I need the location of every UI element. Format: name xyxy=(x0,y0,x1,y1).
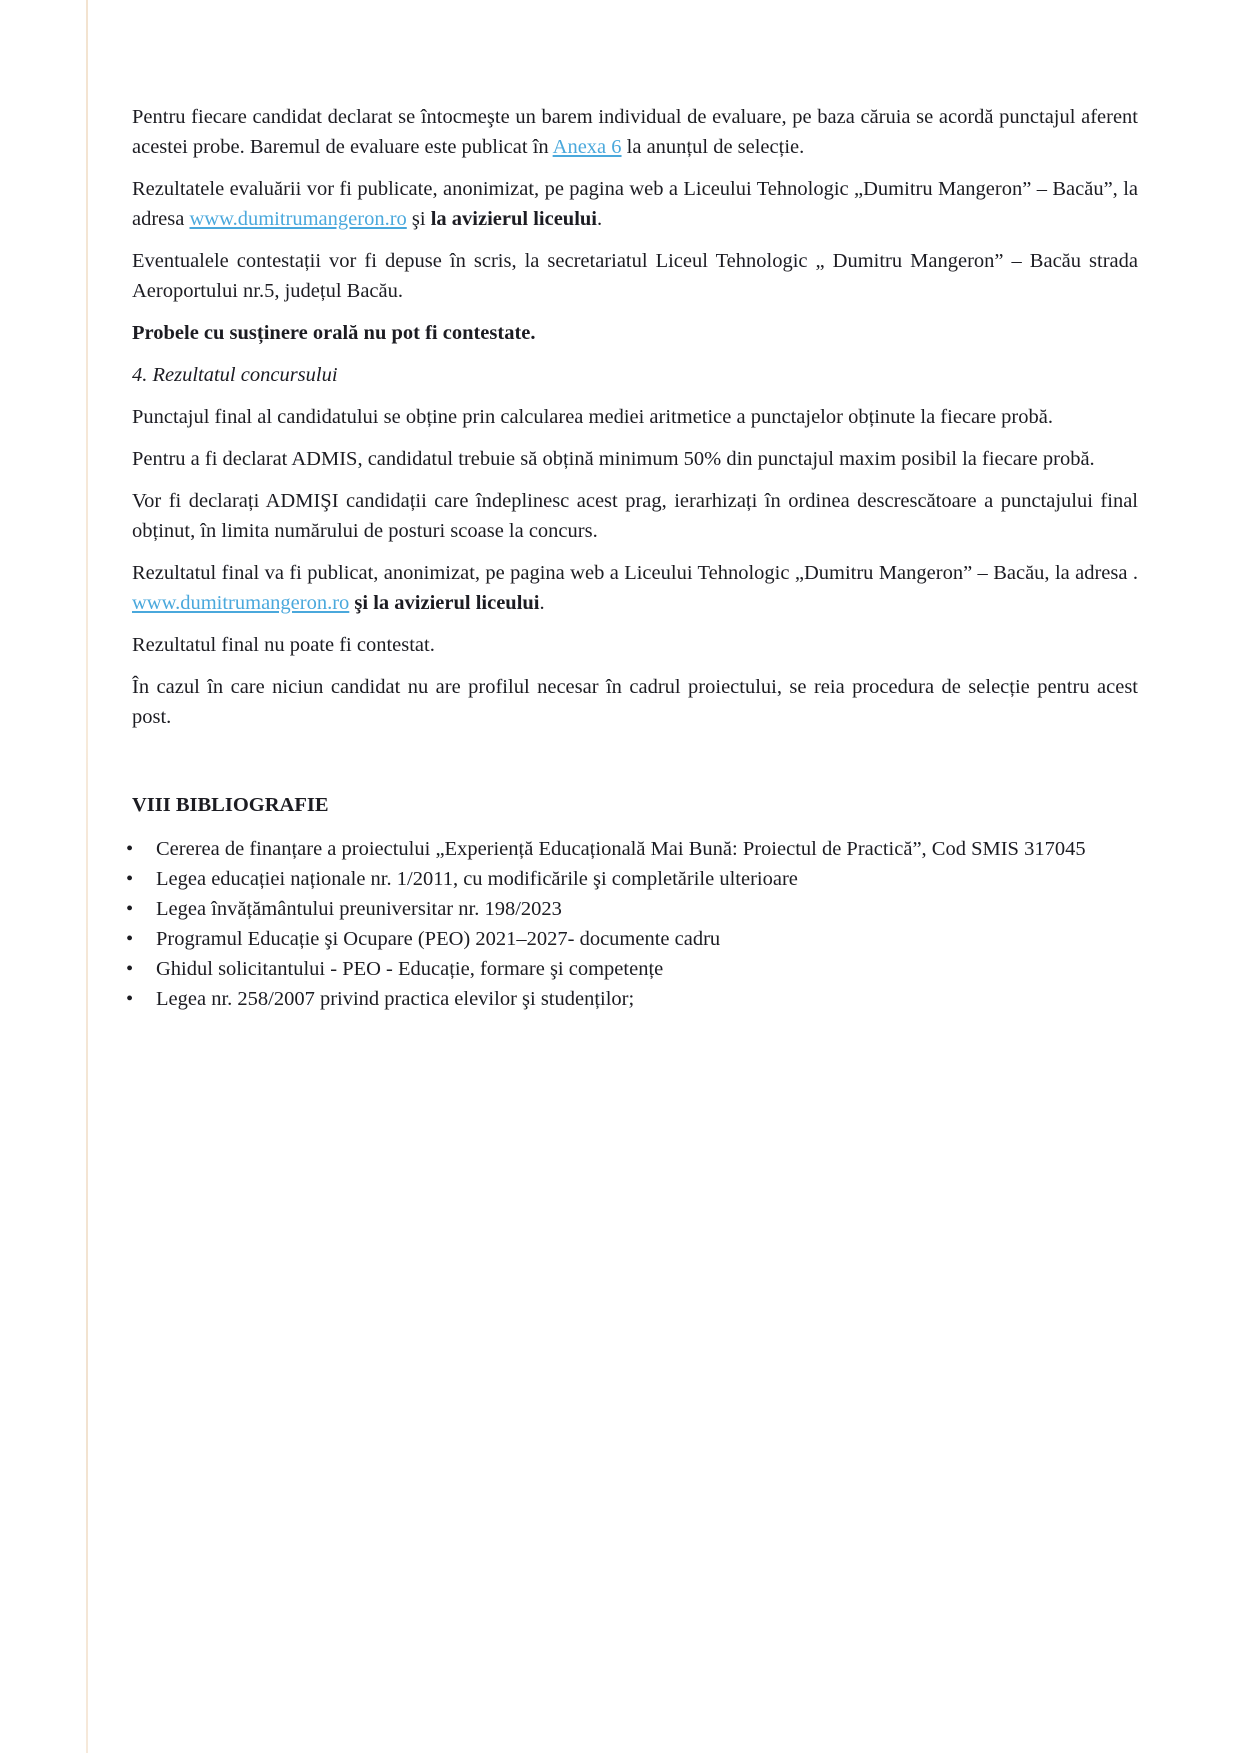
bibliography-item xyxy=(126,924,1138,954)
paragraph-ierarhizare: Vor fi declarați ADMIŞI candidații care îndeplinesc acest prag, ierarhizați în ordinea descrescătoare a punctajului final obținut, în limita numărului de posturi scoase la concurs. xyxy=(132,490,1138,542)
paragraph-probe-orale: Probele cu susținere orală nu pot fi contestate. xyxy=(132,322,536,344)
paragraph-reluare-procedura: În cazul în care niciun candidat nu are profilul necesar în cadrul proiectului, se reia procedura de selecție pentru acest post. xyxy=(132,676,1138,728)
avizier-bold-text-2: şi la avizierul liceului xyxy=(349,592,540,614)
website-link-2[interactable]: www.dumitrumangeron.ro xyxy=(132,592,350,614)
paragraph-rezultate-end: . xyxy=(596,208,603,230)
paragraph-rezultate-text: Rezultatele evaluării vor fi publicate, anonimizat, pe pagina web a Liceului Tehnologic „Dumitru Mangeron” – Bacău”, la adresa xyxy=(132,178,1138,230)
website-link[interactable]: www.dumitrumangeron.ro xyxy=(189,208,407,230)
section-title-rezultatul-concursului: 4. Rezultatul concursului xyxy=(132,364,338,386)
bibliography-list xyxy=(126,834,1138,1014)
bibliography-item-text: Legea nr. 258/2007 privind practica elevilor şi studenților; xyxy=(156,988,635,1010)
paragraph-barem-tail: la anunțul de selecție. xyxy=(621,136,805,158)
paragraph-rezultat-final-publicare xyxy=(132,558,1138,618)
bibliography-item xyxy=(126,984,1138,1014)
bullet-icon: • xyxy=(126,868,134,890)
paragraph-necontestabil: Rezultatul final nu poate fi contestat. xyxy=(132,634,435,656)
bullet-icon: • xyxy=(126,958,134,980)
bibliography-item-text: Cererea de finanțare a proiectului „Experiență Educațională Mai Bună: Proiectul de Practică”, Cod SMIS 317045 xyxy=(156,838,1086,860)
bullet-icon: • xyxy=(126,988,134,1010)
bibliography-item-text: Ghidul solicitantului - PEO - Educație, formare şi competențe xyxy=(156,958,664,980)
scan-edge-line xyxy=(86,0,88,1753)
paragraph-punctaj-final: Punctajul final al candidatului se obține prin calcularea mediei aritmetice a punctajelor obținute la fiecare probă. xyxy=(132,406,1053,428)
avizier-bold-text: la avizierul liceului xyxy=(430,208,597,230)
document-page xyxy=(126,102,1138,1014)
paragraph-rezultat-final-text: Rezultatul final va fi publicat, anonimizat, pe pagina web a Liceului Tehnologic „Dumitru Mangeron” – Bacău, la adresa . xyxy=(132,562,1138,584)
paragraph-rezultate-mid: şi xyxy=(406,208,431,230)
paragraph-admis: Pentru a fi declarat ADMIS, candidatul trebuie să obțină minimum 50% din punctajul maxim posibil la fiecare probă. xyxy=(132,448,1095,470)
bullet-icon: • xyxy=(126,838,134,860)
bullet-icon: • xyxy=(126,898,134,920)
bibliography-item-text: Programul Educație şi Ocupare (PEO) 2021–2027- documente cadru xyxy=(156,928,721,950)
bibliography-item xyxy=(126,864,1138,894)
bibliography-item-text: Legea învățământului preuniversitar nr. 198/2023 xyxy=(156,898,562,920)
paragraph-contestatii: Eventualele contestații vor fi depuse în scris, la secretariatul Liceul Tehnologic „ Dumitru Mangeron” – Bacău strada Aeroportului nr.5, județul Bacău. xyxy=(132,250,1138,302)
bibliography-item-text: Legea educației naționale nr. 1/2011, cu modificările şi completările ulterioare xyxy=(156,868,798,890)
bullet-icon: • xyxy=(126,928,134,950)
paragraph-rezultate-evaluare xyxy=(132,174,1138,234)
anexa-6-link[interactable]: Anexa 6 xyxy=(552,136,622,158)
bibliography-heading: VIII BIBLIOGRAFIE xyxy=(132,794,329,816)
bibliography-item xyxy=(126,894,1138,924)
paragraph-barem-text: Pentru fiecare candidat declarat se întocmeşte un barem individual de evaluare, pe baza căruia se acordă punctajul aferent acestei probe. Baremul de evaluare este publicat în xyxy=(132,106,1138,158)
bibliography-item xyxy=(126,954,1138,984)
bibliography-item xyxy=(126,834,1138,864)
paragraph-barem xyxy=(132,102,1138,162)
paragraph-rezultat-final-end: . xyxy=(539,592,545,614)
